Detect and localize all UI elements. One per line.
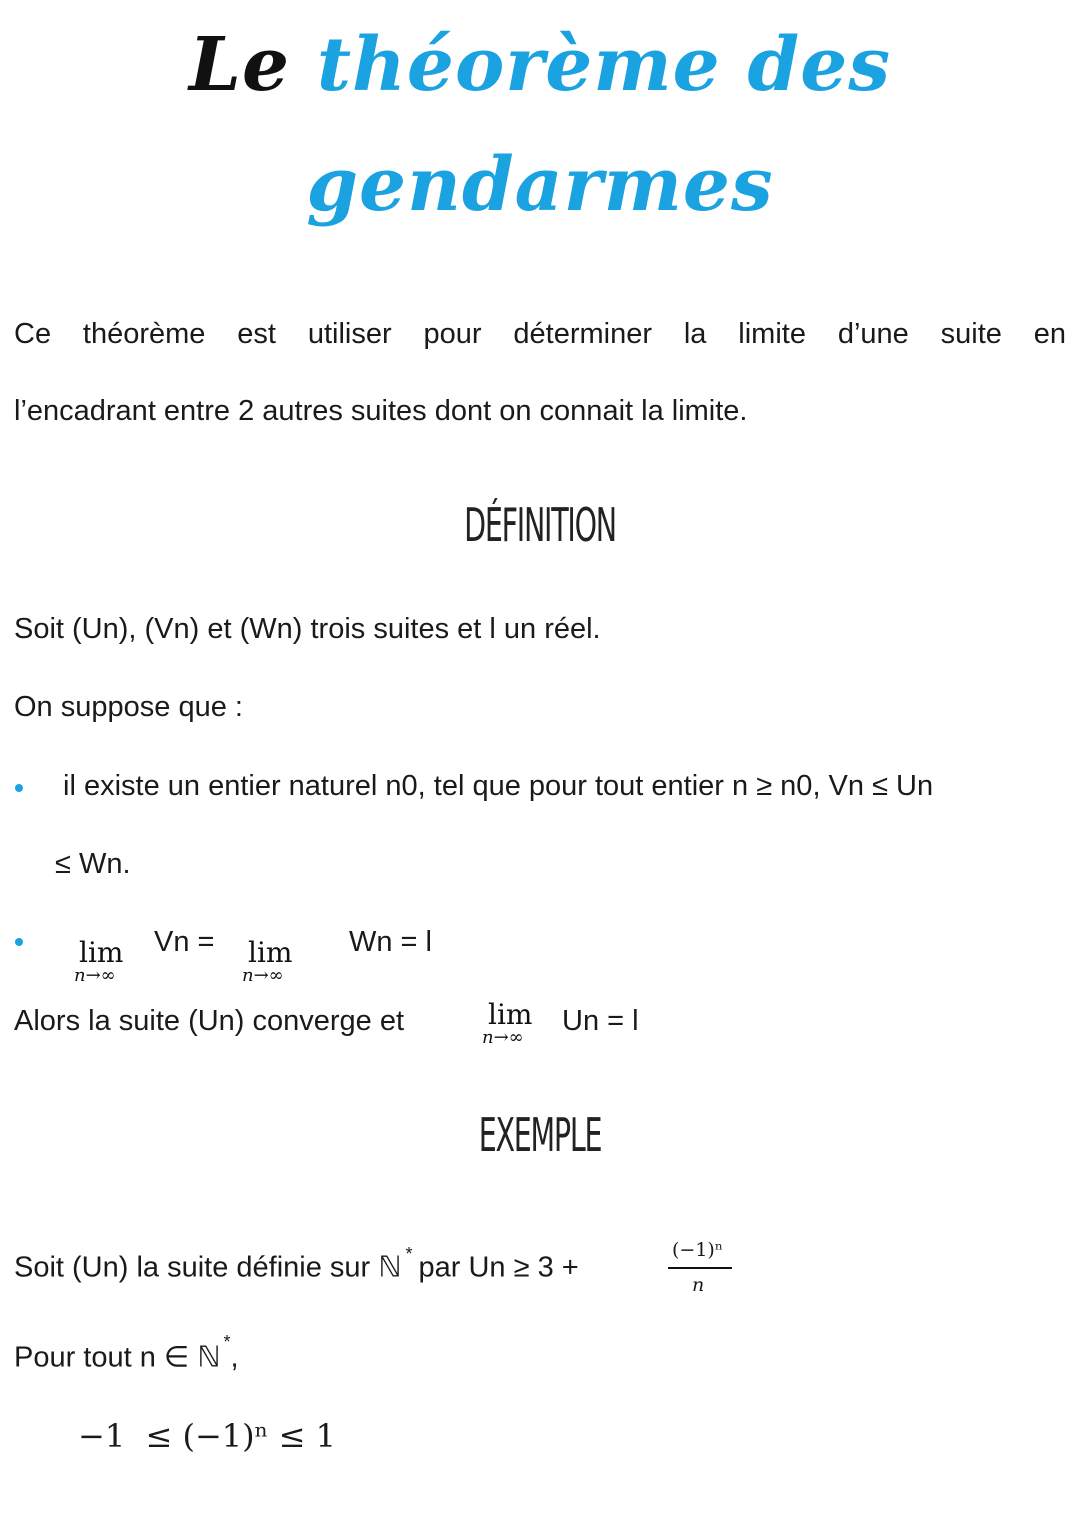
limit-subscript-1: n→∞ (74, 965, 116, 986)
example-heading: EXEMPLE (478, 1108, 602, 1162)
example-line-1-text: Soit (Un) la suite définie sur ℕ (14, 1251, 402, 1284)
page-title-line-1 (0, 22, 1080, 108)
example-line-2-tail: , (230, 1341, 239, 1374)
conclusion-tail: Un = l (562, 1005, 639, 1037)
limit-operator-1: lim (79, 936, 124, 969)
conclusion-text: Alors la suite (Un) converge et (14, 1005, 405, 1037)
example-line-1-tail: par Un ≥ 3 + (418, 1251, 579, 1284)
example-line-1-star: * (405, 1244, 413, 1264)
fraction-denominator: n (692, 1274, 705, 1296)
title-word-le: Le (189, 22, 317, 108)
bullet-2-marker (15, 938, 23, 946)
title-word-des: des (720, 22, 891, 108)
intro-line-2: l’encadrant entre 2 autres suites dont on connait la limite. (14, 395, 748, 427)
intro-line-1: Ce théorème est utiliser pour déterminer la limite d’une suite en (14, 318, 1066, 350)
fraction-bar (668, 1267, 732, 1269)
limit-operator-2: lim (248, 936, 293, 969)
definition-heading: DÉFINITION (464, 498, 616, 552)
definition-statement: Soit (Un), (Vn) et (Wn) trois suites et l un réel. (14, 613, 601, 645)
title-word-theoreme: théorème (316, 22, 721, 108)
example-line-2-text: Pour tout n ∈ ℕ (14, 1341, 221, 1374)
title-word-gendarmes: gendarmes (306, 142, 774, 228)
bullet-2-wn: Wn = l (349, 926, 432, 958)
limit-subscript-2: n→∞ (242, 965, 284, 986)
conclusion-limit-subscript: n→∞ (482, 1027, 524, 1048)
example-line-2 (14, 1332, 239, 1374)
example-line-1 (14, 1244, 579, 1284)
fraction-numerator: (−1)ⁿ (672, 1239, 724, 1261)
bullet-2-vn: Vn = (154, 926, 215, 958)
example-inequality: −1 ≤ (−1)ⁿ ≤ 1 (78, 1417, 336, 1455)
conclusion-limit-operator: lim (488, 998, 533, 1031)
bullet-1-line-1: il existe un entier naturel n0, tel que pour tout entier n ≥ n0, Vn ≤ Un (63, 770, 934, 802)
page-title-line-2 (0, 142, 1080, 228)
bullet-1-line-2: ≤ Wn. (55, 848, 131, 880)
example-line-2-star: * (223, 1332, 231, 1352)
bullet-1-marker (15, 784, 23, 792)
definition-suppose: On suppose que : (14, 691, 243, 723)
